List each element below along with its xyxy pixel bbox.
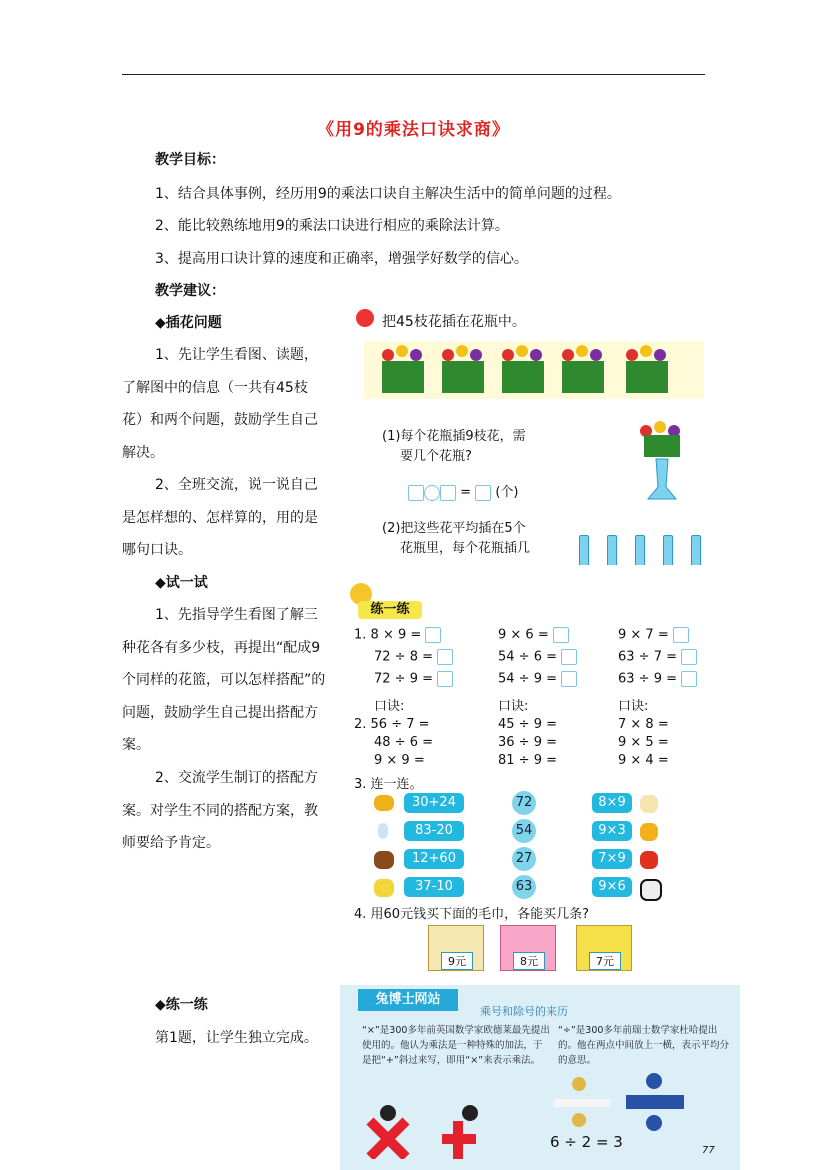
- empty-vase-icon: [663, 535, 673, 565]
- ex3-left-item: 30+24: [404, 793, 464, 813]
- section2-paragraph-1: 1、先指导学生看图了解三种花各有多少枝，再提出“配成9个同样的花篮，可以怎样搭配”的问题，鼓励学生自己提出搭配方案。: [122, 607, 326, 753]
- towel-icon: 8元: [500, 925, 556, 971]
- ex1-r2-c2: 54 ÷ 6 =: [498, 649, 577, 665]
- problem-intro: 把45枝花插在花瓶中。: [382, 314, 526, 330]
- ex3-left-item: 12+60: [404, 849, 464, 869]
- site-equation: 6 ÷ 2 = 3: [550, 1133, 623, 1151]
- objective-2: 2、能比较熟练地用9的乘法口诀进行相应的乘除法计算。: [155, 218, 509, 234]
- multiply-sign-icon: [364, 1103, 412, 1159]
- section-heading-try: ◆试一试: [155, 575, 208, 591]
- bar-icon: [554, 1099, 610, 1107]
- ex2-r3-c2: 81 ÷ 9 =: [498, 753, 557, 768]
- dots-icon: [572, 1077, 586, 1091]
- ex1-r3-c3: 63 ÷ 9 =: [618, 671, 697, 687]
- ex2-r2-c1: 48 ÷ 6 =: [374, 735, 433, 750]
- ex4-label: 4. 用60元钱买下面的毛巾，各能买几条?: [354, 907, 589, 922]
- ex1-r1-c1: 1. 8 × 9 =: [354, 627, 441, 643]
- practice-exercises-image: [338, 575, 718, 975]
- flower-badge-icon: [356, 309, 374, 327]
- koujue-2: 口诀:: [498, 699, 529, 714]
- ex3-mid-item: 54: [512, 819, 536, 843]
- ex3-mid-item: 27: [512, 847, 536, 871]
- ex3-left-item: 37-10: [404, 877, 464, 897]
- empty-vase-icon: [579, 535, 589, 565]
- ex3-right-item: 9×3: [592, 821, 632, 841]
- section-heading-practice: ◆练一练: [155, 997, 208, 1013]
- empty-vase-icon: [607, 535, 617, 565]
- header-rule: [122, 74, 705, 75]
- empty-vase-icon: [635, 535, 645, 565]
- ex2-r3-c3: 9 × 4 =: [618, 753, 669, 768]
- ex2-r2-c3: 9 × 5 =: [618, 735, 669, 750]
- question-1-line-2: 要几个花瓶?: [400, 449, 472, 464]
- division-dot-icon: [646, 1073, 662, 1089]
- animal-icon: [374, 795, 394, 811]
- ex2-r1-c2: 45 ÷ 9 =: [498, 717, 557, 732]
- flower-bunches-illustration: [364, 341, 704, 399]
- towel-icon: 7元: [576, 925, 632, 971]
- site-title: 兔博士网站: [358, 989, 458, 1011]
- dr-rabbit-website-image: [340, 985, 740, 1170]
- dots-icon: [572, 1113, 586, 1127]
- animal-icon: [640, 795, 658, 813]
- site-right-text: “÷”是300多年前瑞士数学家杜哈提出的。他在两点中间放上一横，表示平均分的意思。: [558, 1025, 730, 1066]
- section-heading-flowers: ◆插花问题: [155, 315, 222, 331]
- ex1-r3-c2: 54 ÷ 9 =: [498, 671, 577, 687]
- question-1-line-1: (1)每个花瓶插9枝花，需: [382, 429, 526, 444]
- section1-paragraph-2: 2、全班交流，说一说自己是怎样想的、怎样算的，用的是哪句口诀。: [122, 477, 318, 558]
- animal-icon: [640, 823, 658, 841]
- ex2-r2-c2: 36 ÷ 9 =: [498, 735, 557, 750]
- ex3-right-item: 9×6: [592, 877, 632, 897]
- ex1-r2-c3: 63 ÷ 7 =: [618, 649, 697, 665]
- ex1-r2-c1: 72 ÷ 8 =: [374, 649, 453, 665]
- ex2-r1-c3: 7 × 8 =: [618, 717, 669, 732]
- objective-3: 3、提高用口诀计算的速度和正确率，增强学好数学的信心。: [155, 251, 528, 267]
- objectives-heading: 教学目标：: [155, 152, 225, 168]
- section2-paragraph-2: 2、交流学生制订的搭配方案。对学生不同的搭配方案，教师要给予肯定。: [122, 770, 318, 851]
- ex3-right-item: 8×9: [592, 793, 632, 813]
- question-2-line-1: (2)把这些花平均插在5个: [382, 521, 526, 536]
- suggestions-heading: 教学建议：: [155, 283, 225, 299]
- practice-label: 练一练: [358, 601, 422, 619]
- ex2-r1-c1: 2. 56 ÷ 7 =: [354, 717, 430, 732]
- site-subtitle: 乘号和除号的来历: [480, 1005, 568, 1018]
- ex2-r3-c1: 9 × 9 =: [374, 753, 425, 768]
- ex3-label: 3. 连一连。: [354, 777, 423, 792]
- animal-icon: [640, 851, 658, 869]
- question-1-equation: = (个): [408, 481, 518, 501]
- towel-icon: 9元: [428, 925, 484, 971]
- ex1-r1-c2: 9 × 6 =: [498, 627, 569, 643]
- ex3-mid-item: 72: [512, 791, 536, 815]
- site-left-text: “×”是300多年前英国数学家欧德莱最先提出使用的。他认为乘法是一种特殊的加法，于是把“+”斜过来写，即用“×”来表示乘法。: [362, 1025, 550, 1066]
- koujue-3: 口诀:: [618, 699, 649, 714]
- animal-icon: [374, 851, 394, 869]
- ex3-right-item: 7×9: [592, 849, 632, 869]
- page-title: 《用9的乘法口诀求商》: [317, 120, 510, 140]
- flower-problem-image: [352, 303, 712, 565]
- empty-vase-icon: [691, 535, 701, 565]
- ex3-mid-item: 63: [512, 875, 536, 899]
- animal-icon: [640, 879, 662, 901]
- koujue-1: 口诀:: [374, 699, 405, 714]
- division-bar-icon: [626, 1095, 684, 1109]
- section3-paragraph-1: 第1题，让学生独立完成。: [155, 1030, 318, 1046]
- animal-icon: [374, 879, 394, 897]
- section1-paragraph-1: 1、先让学生看图、读题，了解图中的信息（一共有45枝花）和两个问题，鼓励学生自己解决。: [122, 347, 318, 461]
- plus-sign-icon: [436, 1103, 490, 1159]
- question-2-line-2: 花瓶里，每个花瓶插几: [400, 541, 531, 556]
- division-dot-icon: [646, 1115, 662, 1131]
- ex3-left-item: 83-20: [404, 821, 464, 841]
- animal-icon: [378, 823, 388, 839]
- vase-illustration: [636, 419, 688, 505]
- ex1-r1-c3: 9 × 7 =: [618, 627, 689, 643]
- page-number: 77: [702, 1145, 715, 1156]
- objective-1: 1、结合具体事例，经历用9的乘法口诀自主解决生活中的简单问题的过程。: [155, 186, 621, 202]
- ex1-r3-c1: 72 ÷ 9 =: [374, 671, 453, 687]
